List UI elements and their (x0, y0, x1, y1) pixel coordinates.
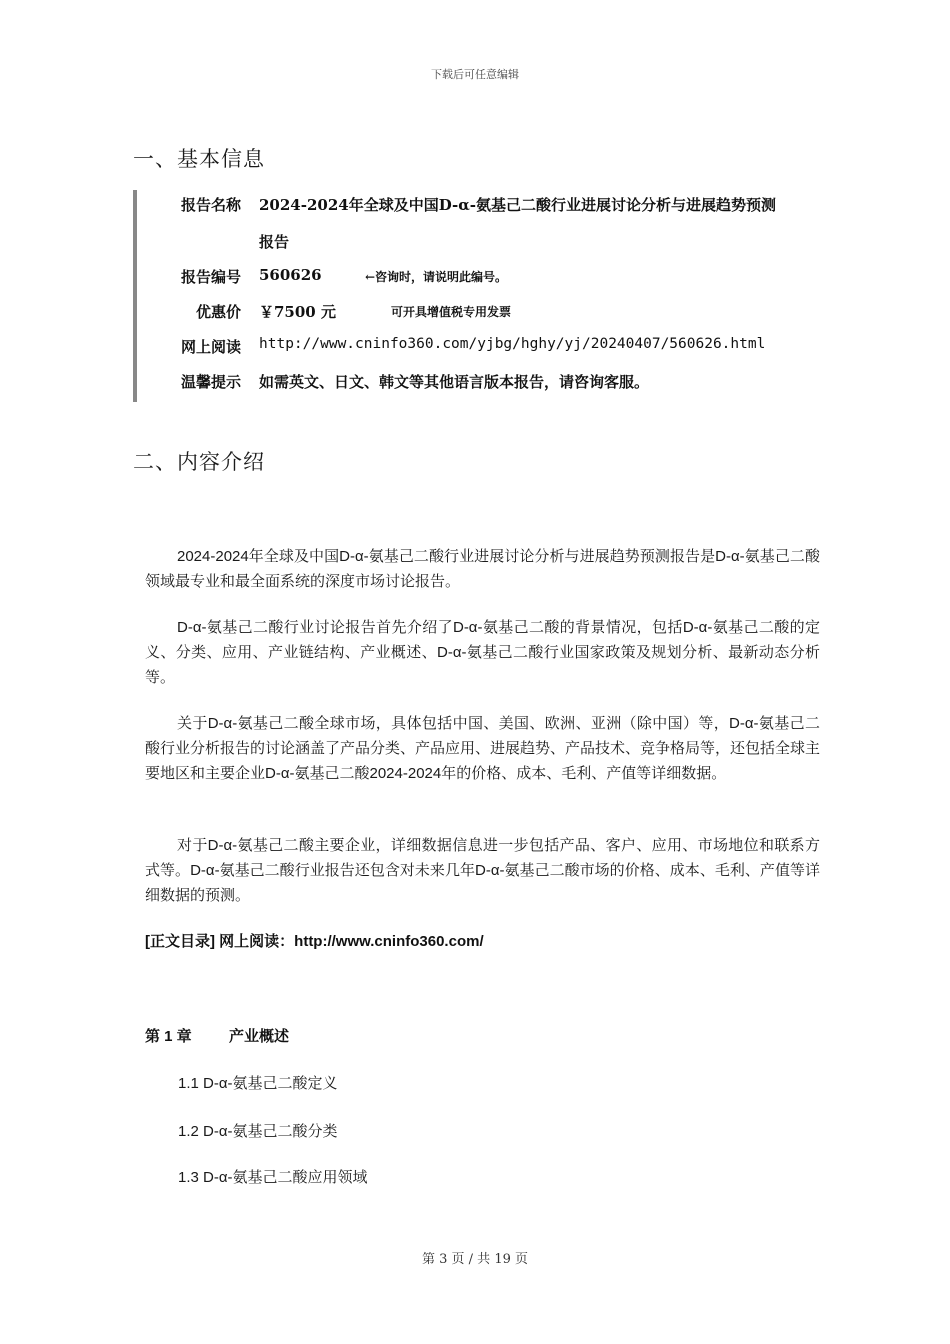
report-name-value: 2024-2024年全球及中国D-α-氨基己二酸行业进展讨论分析与进展趋势预测 (259, 196, 777, 214)
toc-online-link[interactable]: [正文目录] 网上阅读：http://www.cninfo360.com/ (145, 933, 484, 950)
toc-item: 1.1 D-α-氨基己二酸定义 (178, 1075, 338, 1092)
report-name-label: 报告名称 (180, 196, 241, 214)
intro-paragraph: 对于D-α-氨基己二酸主要企业，详细数据信息进一步包括产品、客户、应用、市场地位和联系方式等。D-α-氨基己二酸行业报告还包含对未来几年D-α-氨基己二酸市场的价格、成本、毛利、产值等详细数据的预测。 (145, 837, 820, 904)
section-heading-basic-info: 一、基本信息 (133, 147, 265, 171)
basic-info-block (133, 190, 837, 402)
toc-item: 1.3 D-α-氨基己二酸应用领域 (178, 1169, 368, 1186)
toc-item: 1.2 D-α-氨基己二酸分类 (178, 1123, 338, 1140)
report-number-note: ←咨询时，请说明此编号。 (365, 270, 508, 284)
online-read-url[interactable]: http://www.cninfo360.com/yjbg/hghy/yj/20240407/560626.html (259, 336, 766, 352)
tip-label: 温馨提示 (180, 373, 241, 391)
price-note: 可开具增值税专用发票 (391, 305, 512, 319)
intro-paragraph: D-α-氨基己二酸行业讨论报告首先介绍了D-α-氨基己二酸的背景情况，包括D-α-氨基己二酸的定义、分类、应用、产业链结构、产业概述、D-α-氨基己二酸行业国家政策及规划分析、最新动态分析等。 (145, 619, 820, 686)
section-heading-content-intro: 二、内容介绍 (133, 450, 265, 474)
price-label: 优惠价 (195, 303, 241, 321)
report-number-value: 560626 (259, 266, 322, 284)
page-footer: 第 3 页 / 共 19 页 (422, 1252, 528, 1267)
chapter-number: 第 1 章 (145, 1028, 192, 1045)
tip-value: 如需英文、日文、韩文等其他语言版本报告，请咨询客服。 (259, 373, 650, 391)
price-value: ￥7500 元 (259, 303, 336, 321)
chapter-heading (145, 1025, 289, 1046)
report-name-value-cont: 报告 (259, 233, 290, 251)
online-read-label: 网上阅读 (180, 338, 241, 356)
chapter-title: 产业概述 (229, 1028, 290, 1045)
intro-paragraph: 关于D-α-氨基己二酸全球市场，具体包括中国、美国、欧洲、亚洲（除中国）等，D-α-氨基己二酸行业分析报告的讨论涵盖了产品分类、产品应用、进展趋势、产品技术、竞争格局等，还包括全球主要地区和主要企业D-α-氨基己二酸2024-2024年的价格、成本、毛利、产值等详细数据。 (145, 715, 821, 782)
report-number-label: 报告编号 (180, 268, 241, 286)
intro-paragraph: 2024-2024年全球及中国D-α-氨基己二酸行业进展讨论分析与进展趋势预测报告是D-α-氨基己二酸领域最专业和最全面系统的深度市场讨论报告。 (145, 548, 820, 590)
header-note: 下载后可任意编辑 (431, 68, 519, 81)
